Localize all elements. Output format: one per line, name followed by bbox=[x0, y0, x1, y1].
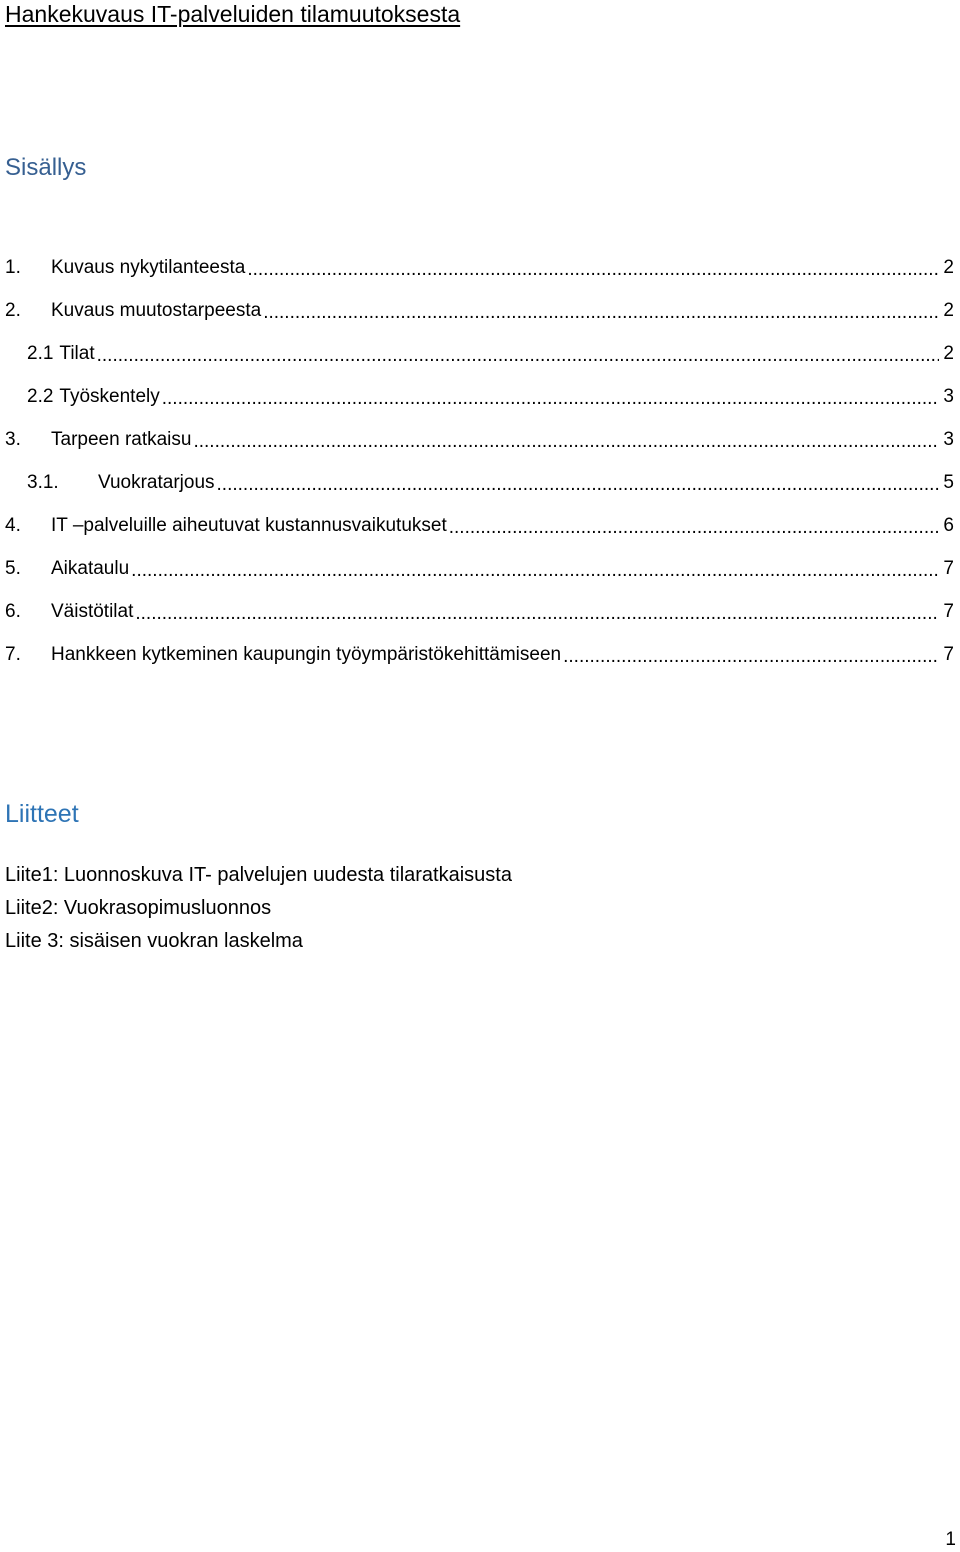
toc-entry-page: 7 bbox=[943, 643, 954, 665]
toc-entry-number: 2.1 bbox=[27, 342, 54, 364]
toc-entry-number: 7. bbox=[5, 643, 21, 665]
appendix-list bbox=[5, 859, 512, 958]
appendix-item: Liite2: Vuokrasopimusluonnos bbox=[5, 897, 272, 919]
toc-dot-leader bbox=[217, 472, 940, 498]
toc-entry-number: 3. bbox=[5, 428, 21, 450]
toc-entry-label: Kuvaus nykytilanteesta bbox=[51, 256, 246, 278]
toc-entry[interactable] bbox=[5, 590, 960, 633]
toc-dot-leader bbox=[263, 300, 939, 326]
toc-entry-label: IT –palveluille aiheutuvat kustannusvaikutukset bbox=[51, 514, 447, 536]
toc-entry-number: 5. bbox=[5, 557, 21, 579]
appendix-item: Liite1: Luonnoskuva IT- palvelujen uudesta tilaratkaisusta bbox=[5, 864, 512, 886]
toc-dot-leader bbox=[162, 386, 940, 412]
toc-entry-label: Hankkeen kytkeminen kaupungin työympäristökehittämiseen bbox=[51, 643, 562, 665]
toc-entry-number: 2. bbox=[5, 299, 21, 321]
toc-entry[interactable] bbox=[5, 289, 960, 332]
toc-entry-page: 7 bbox=[943, 600, 954, 622]
toc-entry-page: 2 bbox=[943, 342, 954, 364]
document-title: Hankekuvaus IT-palveluiden tilamuutoksesta bbox=[5, 1, 461, 27]
toc-entry-number: 6. bbox=[5, 600, 21, 622]
toc-entry[interactable] bbox=[5, 246, 960, 289]
appendix-heading: Liitteet bbox=[5, 800, 79, 828]
table-of-contents bbox=[5, 246, 960, 676]
toc-entry-label: Vuokratarjous bbox=[98, 471, 215, 493]
toc-entry[interactable] bbox=[5, 633, 960, 676]
toc-entry[interactable] bbox=[5, 504, 960, 547]
toc-entry-label: Työskentely bbox=[59, 385, 160, 407]
toc-entry-number: 4. bbox=[5, 514, 21, 536]
toc-dot-leader bbox=[193, 429, 939, 455]
toc-entry[interactable] bbox=[5, 332, 960, 375]
toc-entry-page: 7 bbox=[943, 557, 954, 579]
toc-entry[interactable] bbox=[5, 547, 960, 590]
toc-dot-leader bbox=[563, 644, 939, 670]
toc-entry-page: 5 bbox=[943, 471, 954, 493]
toc-entry-label: Aikataulu bbox=[51, 557, 130, 579]
toc-entry-number: 1. bbox=[5, 256, 21, 278]
appendix-item: Liite 3: sisäisen vuokran laskelma bbox=[5, 930, 303, 952]
toc-dot-leader bbox=[97, 343, 940, 369]
toc-dot-leader bbox=[135, 601, 939, 627]
toc-entry-label: Tarpeen ratkaisu bbox=[51, 428, 192, 450]
toc-entry-label: Tilat bbox=[59, 342, 95, 364]
toc-entry-number: 3.1. bbox=[27, 471, 59, 493]
toc-entry[interactable] bbox=[5, 375, 960, 418]
toc-entry-page: 2 bbox=[943, 256, 954, 278]
toc-entry-page: 3 bbox=[943, 385, 954, 407]
toc-entry-label: Väistötilat bbox=[51, 600, 134, 622]
toc-entry[interactable] bbox=[5, 461, 960, 504]
toc-dot-leader bbox=[131, 558, 939, 584]
toc-dot-leader bbox=[449, 515, 940, 541]
toc-entry-page: 2 bbox=[943, 299, 954, 321]
toc-dot-leader bbox=[247, 257, 939, 283]
toc-entry[interactable] bbox=[5, 418, 960, 461]
page-number: 1 bbox=[945, 1529, 956, 1550]
toc-entry-label: Kuvaus muutostarpeesta bbox=[51, 299, 262, 321]
toc-entry-page: 6 bbox=[943, 514, 954, 536]
toc-heading: Sisällys bbox=[5, 154, 87, 181]
toc-entry-number: 2.2 bbox=[27, 385, 54, 407]
toc-entry-page: 3 bbox=[943, 428, 954, 450]
